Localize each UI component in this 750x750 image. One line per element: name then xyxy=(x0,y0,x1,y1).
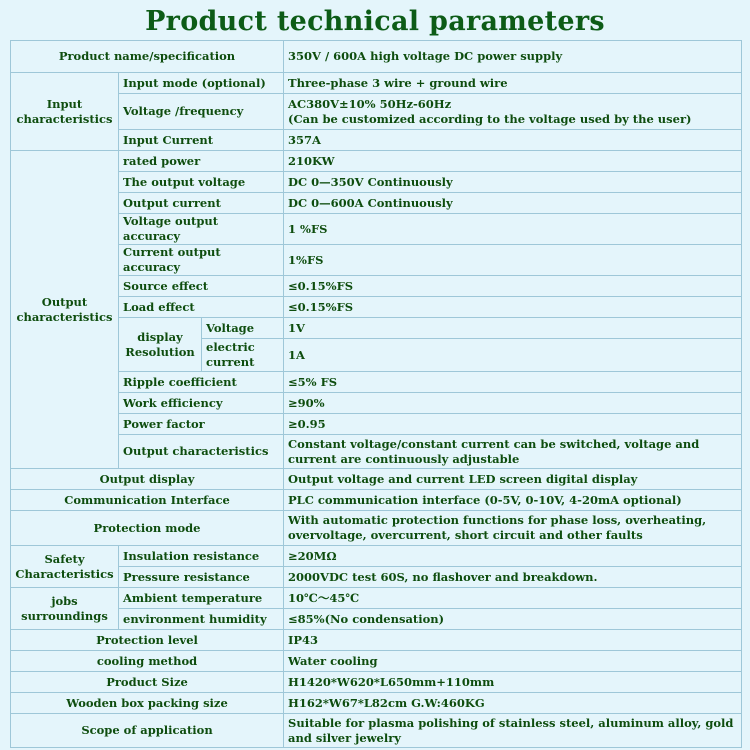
table-row xyxy=(11,318,742,339)
parameters-table xyxy=(10,40,742,748)
pressure-value: 2000VDC test 60S, no flashover and breakdown. xyxy=(284,567,742,588)
temperature-label: Ambient temperature xyxy=(119,588,284,609)
insulation-label: Insulation resistance xyxy=(119,546,284,567)
product-size-value: H1420*W620*L650mm+110mm xyxy=(284,672,742,693)
source-effect-value: ≤0.15%FS xyxy=(284,276,742,297)
table-row xyxy=(11,193,742,214)
voltage-frequency-value xyxy=(284,94,742,130)
packing-size-value: H162*W67*L82cm G.W:460KG xyxy=(284,693,742,714)
packing-size-label: Wooden box packing size xyxy=(11,693,284,714)
table-row xyxy=(11,172,742,193)
output-voltage-value: DC 0—350V Continuously xyxy=(284,172,742,193)
protection-level-label: Protection level xyxy=(11,630,284,651)
resolution-current-label: electric current xyxy=(202,339,284,372)
table-row xyxy=(11,94,742,130)
source-effect-label: Source effect xyxy=(119,276,284,297)
input-group-label: Input characteristics xyxy=(11,73,119,151)
surroundings-group-label: jobs surroundings xyxy=(11,588,119,630)
table-row xyxy=(11,245,742,276)
rated-power-label: rated power xyxy=(119,151,284,172)
voltage-frequency-line2: (Can be customized according to the voltage used by the user) xyxy=(288,111,692,126)
table-row xyxy=(11,214,742,245)
table-row xyxy=(11,651,742,672)
input-mode-label: Input mode (optional) xyxy=(119,73,284,94)
output-group-label: Output characteristics xyxy=(11,151,119,469)
input-current-label: Input Current xyxy=(119,130,284,151)
resolution-voltage-value: 1V xyxy=(284,318,742,339)
table-row xyxy=(11,588,742,609)
safety-group-label: Safety Characteristics xyxy=(11,546,119,588)
voltage-frequency-label: Voltage /frequency xyxy=(119,94,284,130)
table-row xyxy=(11,435,742,469)
input-mode-value: Three-phase 3 wire + ground wire xyxy=(284,73,742,94)
voltage-frequency-line1: AC380V±10% 50Hz-60Hz xyxy=(288,96,452,111)
ripple-label: Ripple coefficient xyxy=(119,372,284,393)
pressure-label: Pressure resistance xyxy=(119,567,284,588)
table-row xyxy=(11,73,742,94)
table-row xyxy=(11,372,742,393)
table-row xyxy=(11,567,742,588)
scope-label: Scope of application xyxy=(11,714,284,748)
table-row xyxy=(11,609,742,630)
table-row xyxy=(11,41,742,73)
table-row xyxy=(11,393,742,414)
product-size-label: Product Size xyxy=(11,672,284,693)
ripple-value: ≤5% FS xyxy=(284,372,742,393)
table-row xyxy=(11,546,742,567)
current-accuracy-value: 1%FS xyxy=(284,245,742,276)
temperature-value: 10℃～45℃ xyxy=(284,588,742,609)
voltage-accuracy-label: Voltage output accuracy xyxy=(119,214,284,245)
table-row xyxy=(11,414,742,435)
table-row xyxy=(11,130,742,151)
page-title: Product technical parameters xyxy=(145,6,605,37)
communication-label: Communication Interface xyxy=(11,490,284,511)
table-row xyxy=(11,490,742,511)
humidity-value: ≤85%(No condensation) xyxy=(284,609,742,630)
efficiency-value: ≥90% xyxy=(284,393,742,414)
table-row xyxy=(11,276,742,297)
table-row xyxy=(11,297,742,318)
output-display-label: Output display xyxy=(11,469,284,490)
voltage-accuracy-value: 1 %FS xyxy=(284,214,742,245)
load-effect-value: ≤0.15%FS xyxy=(284,297,742,318)
product-name-value: 350V / 600A high voltage DC power supply xyxy=(284,41,742,73)
communication-value: PLC communication interface (0-5V, 0-10V, 4-20mA optional) xyxy=(284,490,742,511)
table-row xyxy=(11,714,742,748)
output-characteristics-label: Output characteristics xyxy=(119,435,284,469)
resolution-voltage-label: Voltage xyxy=(202,318,284,339)
table-row xyxy=(11,672,742,693)
power-factor-label: Power factor xyxy=(119,414,284,435)
output-characteristics-value: Constant voltage/constant current can be switched, voltage and current are continuously adjustable xyxy=(284,435,742,469)
table-row xyxy=(11,630,742,651)
table-row xyxy=(11,693,742,714)
power-factor-value: ≥0.95 xyxy=(284,414,742,435)
humidity-label: environment humidity xyxy=(119,609,284,630)
table-row xyxy=(11,511,742,546)
rated-power-value: 210KW xyxy=(284,151,742,172)
input-current-value: 357A xyxy=(284,130,742,151)
output-current-label: Output current xyxy=(119,193,284,214)
cooling-label: cooling method xyxy=(11,651,284,672)
cooling-value: Water cooling xyxy=(284,651,742,672)
insulation-value: ≥20MΩ xyxy=(284,546,742,567)
output-display-value: Output voltage and current LED screen digital display xyxy=(284,469,742,490)
product-name-label: Product name/specification xyxy=(11,41,284,73)
scope-value: Suitable for plasma polishing of stainless steel, aluminum alloy, gold and silver jewelry xyxy=(284,714,742,748)
protection-mode-value: With automatic protection functions for phase loss, overheating, overvoltage, overcurrent, short circuit and other faults xyxy=(284,511,742,546)
output-current-value: DC 0—600A Continuously xyxy=(284,193,742,214)
table-row xyxy=(11,469,742,490)
protection-mode-label: Protection mode xyxy=(11,511,284,546)
table-row xyxy=(11,151,742,172)
efficiency-label: Work efficiency xyxy=(119,393,284,414)
current-accuracy-label: Current output accuracy xyxy=(119,245,284,276)
output-voltage-label: The output voltage xyxy=(119,172,284,193)
load-effect-label: Load effect xyxy=(119,297,284,318)
resolution-current-value: 1A xyxy=(284,339,742,372)
protection-level-value: IP43 xyxy=(284,630,742,651)
display-resolution-label: display Resolution xyxy=(119,318,202,372)
